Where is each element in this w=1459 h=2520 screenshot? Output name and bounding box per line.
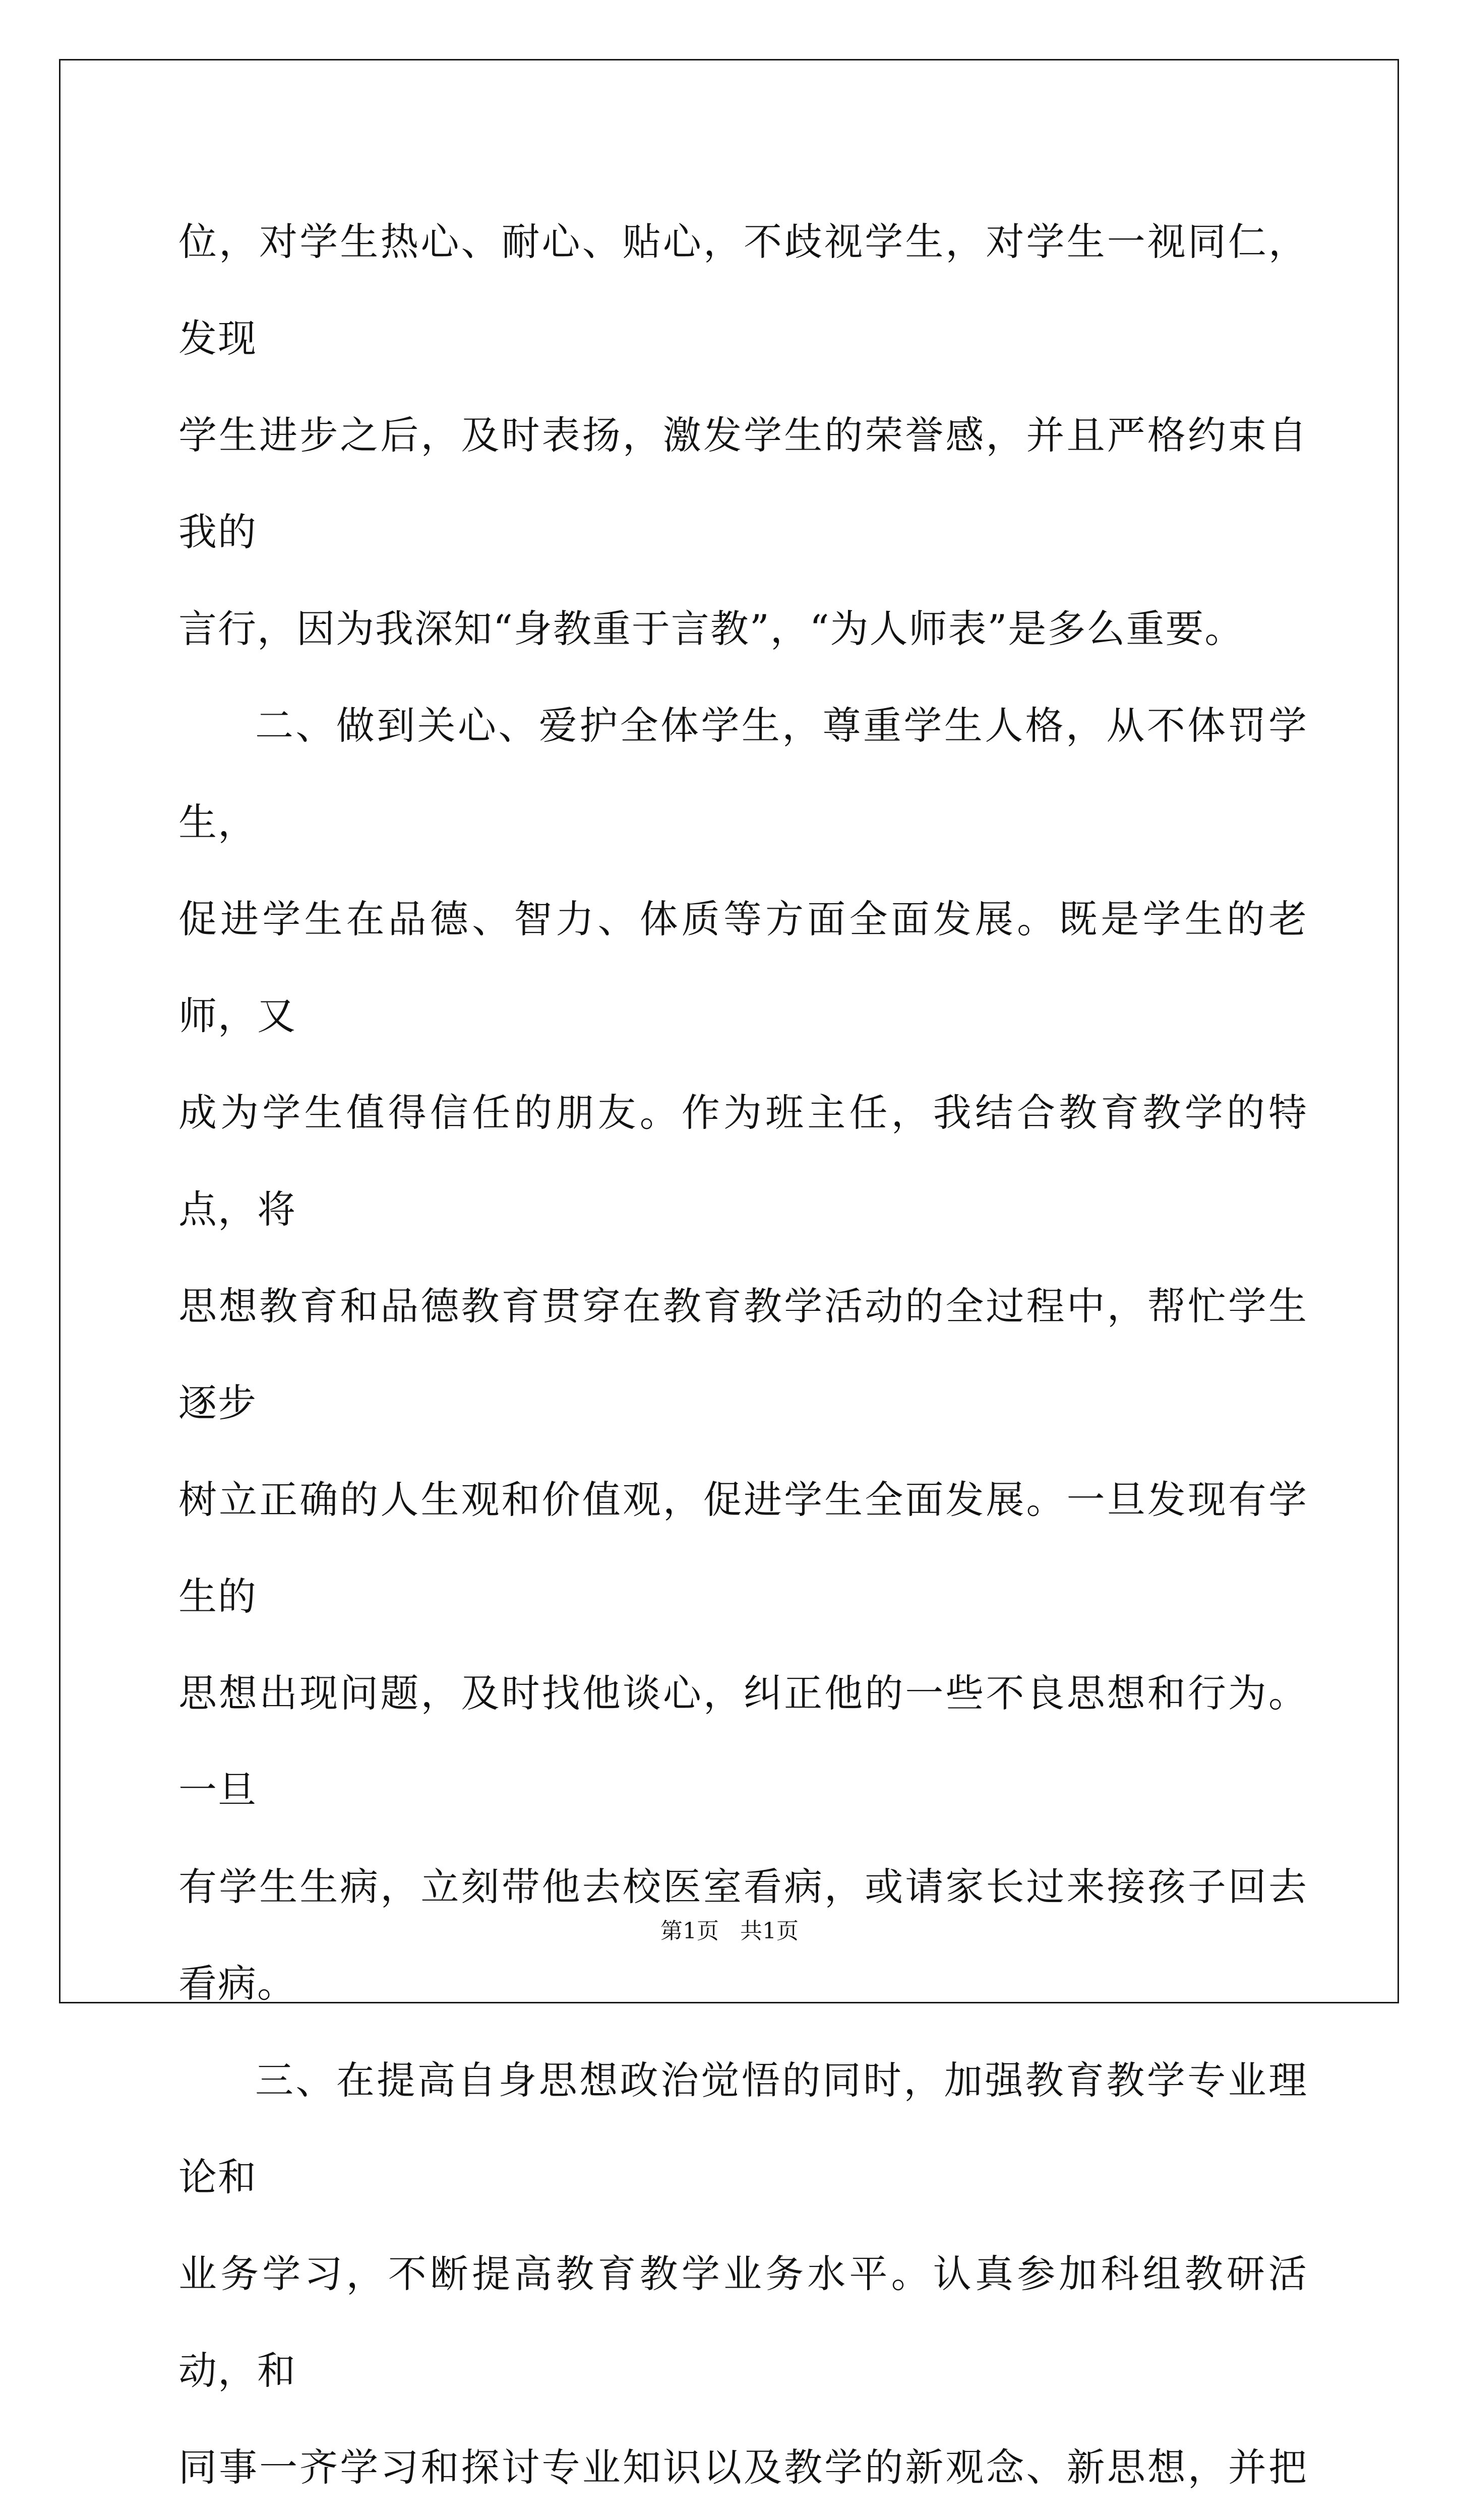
text-line: 树立正确的人生观和价值观，促进学生全面发展。一旦发现有学生的 <box>178 1477 1308 1619</box>
paragraph-1 <box>178 194 1308 677</box>
text-line: 成为学生值得信任的朋友。作为班主任，我结合教育教学的特点，将 <box>178 1090 1308 1232</box>
text-line: 促进学生在品德、智力、体质等方面全面发展。既是学生的老师，又 <box>178 897 1308 1038</box>
text-line: 思想教育和品德教育贯穿在教育教学活动的全过程中，帮忙学生逐步 <box>178 1284 1308 1425</box>
text-line: 言行，因为我深知“身教重于言教”，“为人师表”是多么重要。 <box>178 606 1244 651</box>
page-number: 第1页 <box>660 1918 719 1944</box>
text-line: 业务学习，不断提高教育教学业务水平。认真参加科组教研活动，和 <box>178 2251 1308 2393</box>
paragraph-3 <box>178 2032 1308 2520</box>
text-line: 学生进步之后，及时表扬，激发学生的荣誉感，并且严格约束自我的 <box>178 413 1308 554</box>
text-line: 二、做到关心、爱护全体学生，尊重学生人格，从不体罚学生， <box>178 703 1308 845</box>
page-footer <box>0 1916 1459 1946</box>
text-line: 思想出现问题，及时找他谈心，纠正他的一些不良思想和行为。一旦 <box>178 1671 1308 1812</box>
page-total: 共1页 <box>740 1918 799 1944</box>
text-line: 位，对学生热心、耐心、贴心，不歧视学生，对学生一视同仁，发现 <box>178 219 1308 361</box>
document-body <box>178 194 1308 2520</box>
text-line: 三、在提高自身思想政治觉悟的同时，加强教育教学专业理论和 <box>178 2058 1308 2199</box>
text-line: 有学生生病，立刻带他去校医室看病，或请家长过来接孩子回去看病。 <box>178 1864 1308 2006</box>
paragraph-2 <box>178 677 1308 2032</box>
text-line: 同事一齐学习和探讨专业知识以及教学的新观念、新思想，并把 <box>178 2445 1308 2490</box>
